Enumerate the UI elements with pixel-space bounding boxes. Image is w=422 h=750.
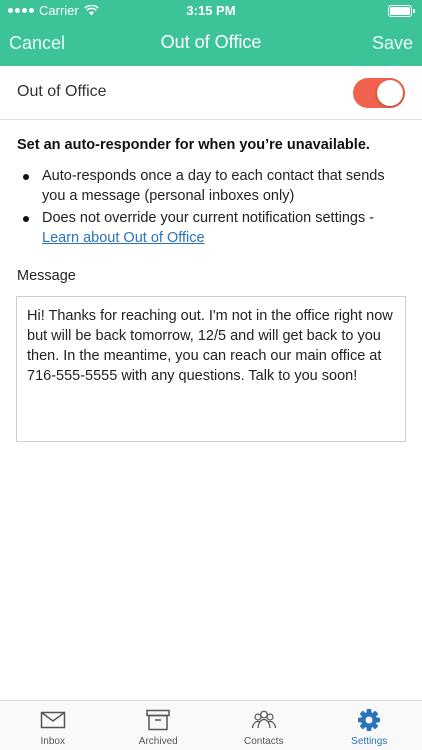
out-of-office-row xyxy=(0,66,422,120)
nav-bar xyxy=(0,22,422,66)
message-textarea[interactable] xyxy=(16,296,406,442)
status-time: 3:15 PM xyxy=(186,3,236,18)
tab-inbox[interactable] xyxy=(0,701,106,750)
out-of-office-toggle[interactable] xyxy=(353,78,405,108)
toggle-knob xyxy=(377,80,403,106)
gear-icon xyxy=(356,708,382,732)
page-title: Out of Office xyxy=(160,32,262,52)
battery-icon xyxy=(388,5,412,17)
bullet-text: Does not override your current notification settings - xyxy=(42,210,375,226)
archive-icon xyxy=(145,708,171,732)
info-heading: Set an auto-responder for when you’re unavailable. xyxy=(17,137,370,153)
tab-contacts[interactable] xyxy=(211,701,317,750)
app-header xyxy=(0,0,422,66)
tab-settings[interactable] xyxy=(317,701,422,750)
tab-label: Contacts xyxy=(244,736,284,747)
status-bar xyxy=(0,0,422,22)
mail-icon xyxy=(40,708,66,732)
tab-archived[interactable] xyxy=(106,701,212,750)
bullet-item xyxy=(17,166,407,206)
message-label: Message xyxy=(17,268,76,284)
tab-label: Archived xyxy=(138,736,178,747)
info-bullets xyxy=(17,166,407,250)
save-button[interactable]: Save xyxy=(371,33,413,53)
tab-label: Settings xyxy=(351,736,388,747)
tab-bar xyxy=(0,700,422,750)
carrier-label: Carrier xyxy=(39,3,79,18)
out-of-office-label: Out of Office xyxy=(17,83,107,100)
tab-label: Inbox xyxy=(40,736,65,747)
cancel-button[interactable]: Cancel xyxy=(9,33,66,53)
learn-more-link[interactable]: Learn about Out of Office xyxy=(42,230,205,246)
bullet-item xyxy=(17,208,407,248)
contacts-icon xyxy=(251,708,277,732)
bullet-text: Auto-responds once a day to each contact that sends you a message (personal inboxes only) xyxy=(42,168,385,204)
